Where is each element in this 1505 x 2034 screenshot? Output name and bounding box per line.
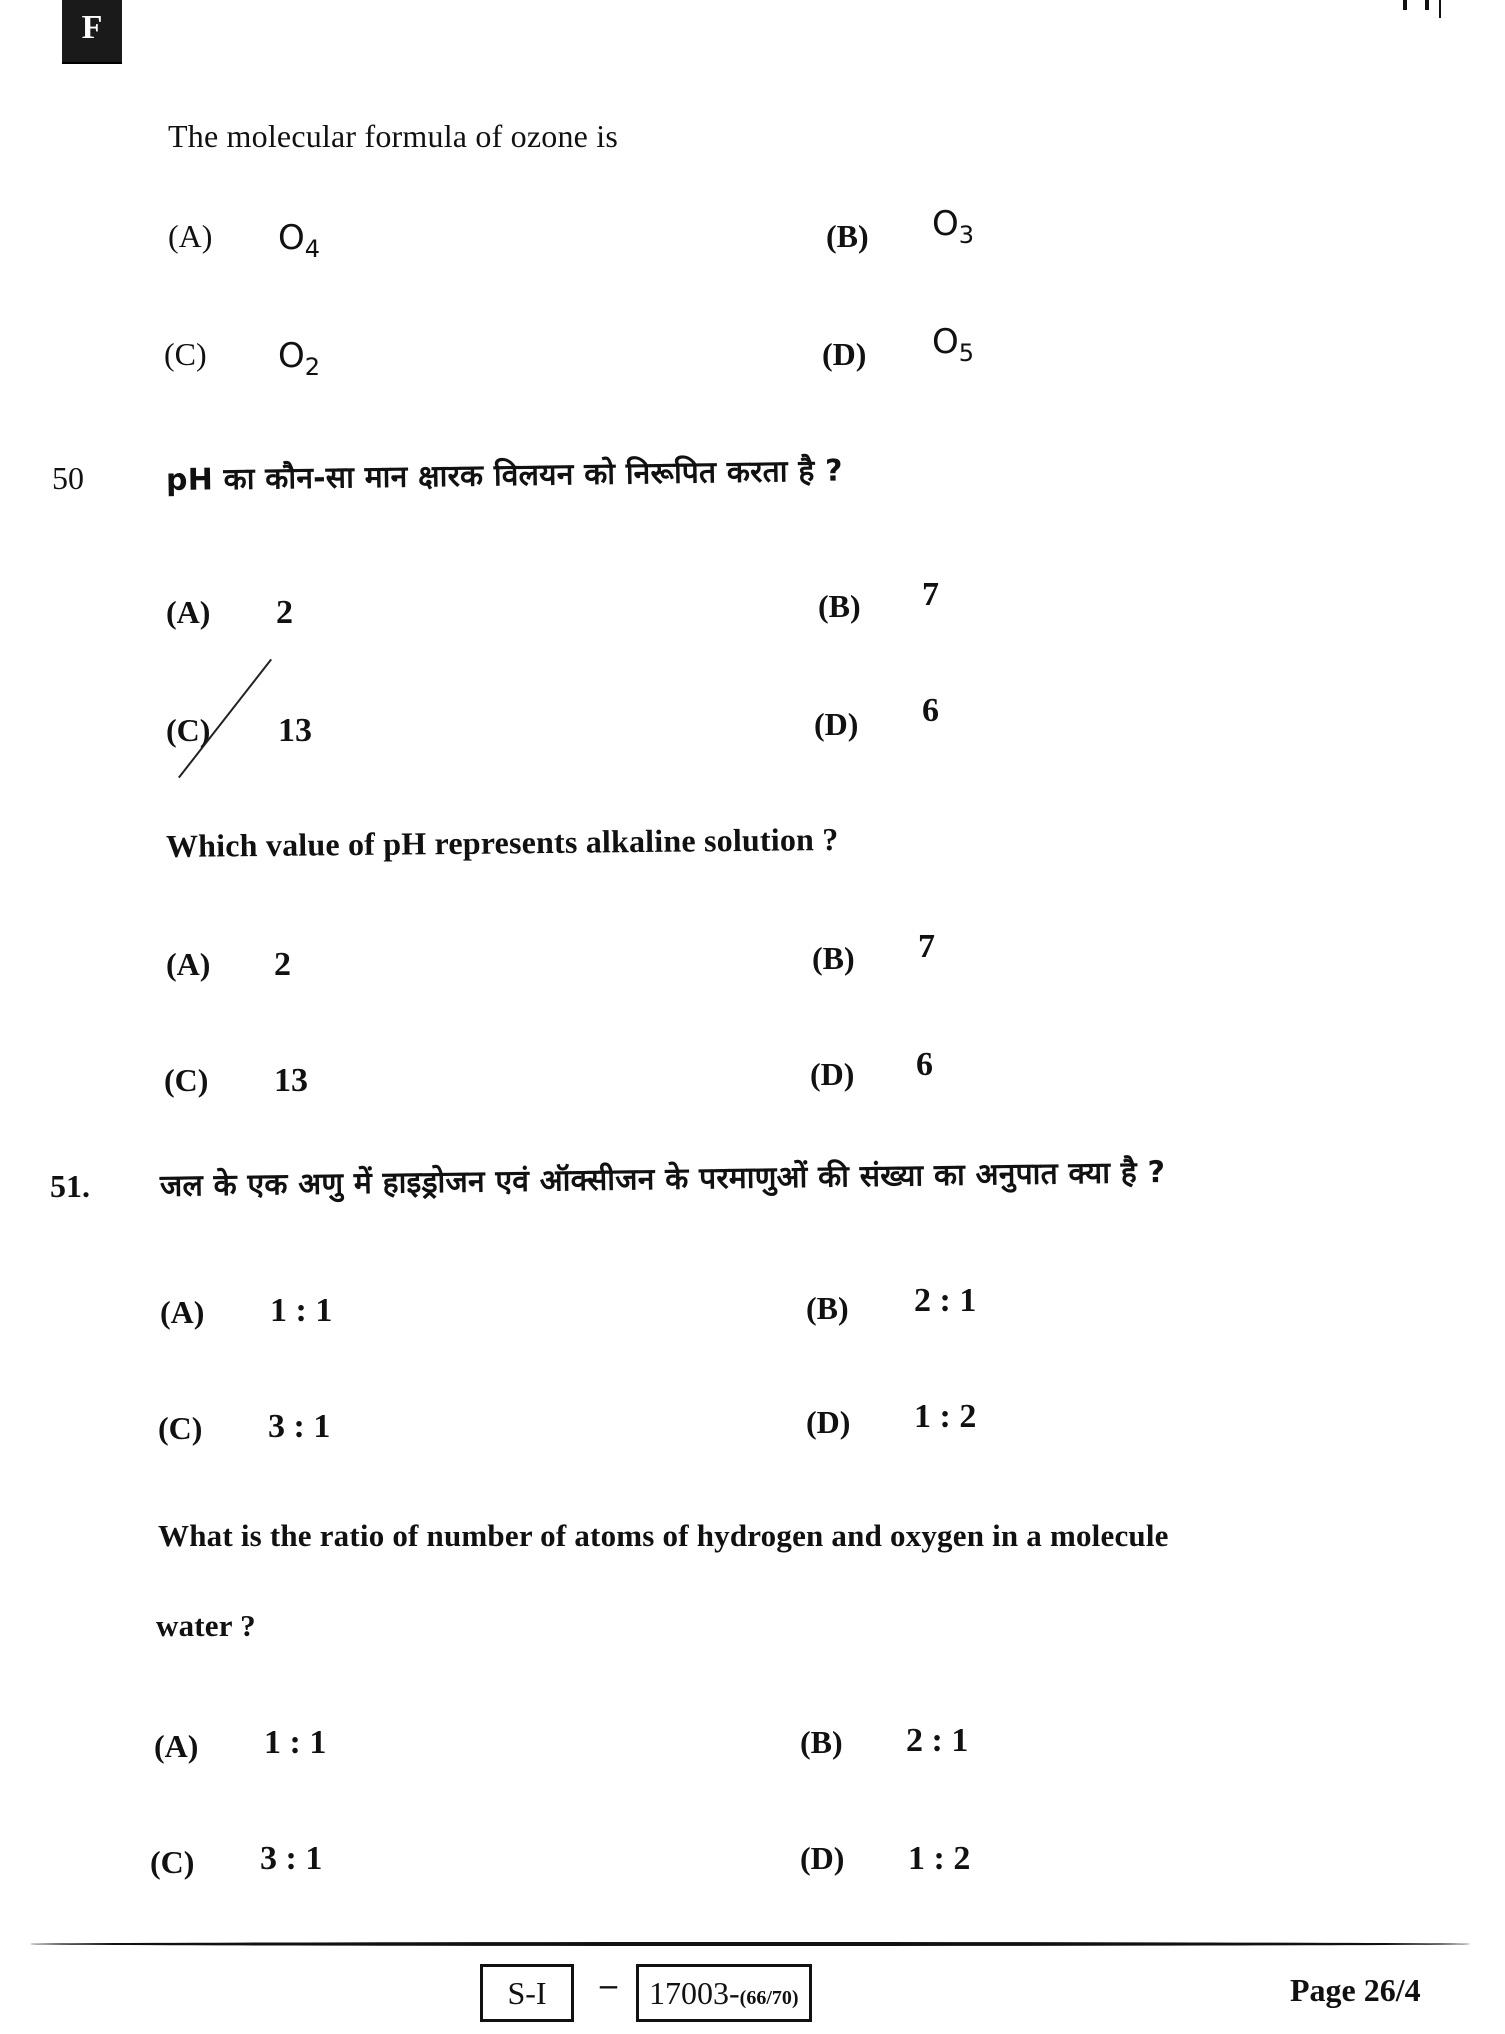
option-label-b: (B) [812, 940, 855, 976]
option-value-a: 1 : 1 [264, 1724, 327, 1761]
option-label-a: (A) [166, 594, 211, 630]
option-label-a: (A) [154, 1728, 199, 1764]
question-number-50: 50 [52, 460, 84, 496]
option-value-d: 1 : 2 [914, 1398, 977, 1435]
page-number: Page 26/4 [1290, 1972, 1421, 2008]
option-label-c-marked: (C) [166, 712, 211, 748]
option-label-b: (B) [800, 1724, 843, 1760]
option-value-c: 3 : 1 [260, 1840, 323, 1877]
option-label-d: (D) [806, 1404, 851, 1440]
option-value-a: 2 [276, 594, 293, 631]
question-50-english: Which value of pH represents alkaline solution ? [165, 820, 839, 864]
option-value-b: 7 [922, 576, 939, 613]
option-value-c: 3 : 1 [268, 1408, 331, 1445]
question-51-english-line2: water ? [156, 1608, 256, 1643]
option-label-d: (D) [810, 1056, 855, 1092]
option-value-b: 2 : 1 [914, 1282, 977, 1319]
option-value-b: 7 [918, 928, 935, 965]
option-value-a: 2 [274, 946, 291, 983]
option-label-d: (D) [814, 706, 859, 742]
footer-separator: – [600, 1966, 617, 2003]
option-value-b: $O_3$ [932, 204, 975, 249]
option-label-c: (C) [164, 1062, 209, 1098]
option-label-d: (D) [800, 1840, 845, 1876]
option-label-b: (B) [818, 588, 861, 624]
option-label-a: (A) [166, 946, 211, 982]
option-value-d: 6 [922, 692, 939, 729]
option-label-a: (A) [160, 1294, 205, 1330]
option-value-a: $O_4$ [278, 218, 321, 263]
option-value-c: $O_2$ [278, 336, 321, 381]
option-label-c: (C) [158, 1410, 203, 1446]
option-value-c: 13 [278, 712, 312, 749]
option-label-c: (C) [164, 336, 207, 372]
question-50-hindi: pH का कौन-सा मान क्षारक विलयन को निरूपित करता है ? [165, 453, 843, 498]
question-number-51: 51. [50, 1168, 90, 1204]
option-value-d: 1 : 2 [908, 1840, 971, 1877]
paper-code-box: 17003-(66/70) [636, 1964, 812, 2022]
option-value-d: 6 [916, 1046, 933, 1083]
option-value-b: 2 : 1 [906, 1722, 969, 1759]
question-51-english-line1: What is the ratio of number of atoms of hydrogen and oxygen in a molecule [158, 1518, 1169, 1553]
corner-mark [1395, 0, 1445, 20]
option-value-c: 13 [274, 1062, 308, 1099]
option-label-c: (C) [150, 1844, 195, 1880]
option-value-a: 1 : 1 [270, 1292, 333, 1329]
series-code-box: S-I [480, 1964, 574, 2022]
option-value-d: $O_5$ [932, 322, 975, 367]
question-51-hindi: जल के एक अणु में हाइड्रोजन एवं ऑक्सीजन के परमाणुओं की संख्या का अनुपात क्या है ? [159, 1154, 1166, 1204]
option-label-d: (D) [822, 336, 867, 372]
question-ozone-english: The molecular formula of ozone is [168, 118, 618, 154]
footer-divider [30, 1942, 1470, 1946]
option-label-b: (B) [826, 218, 869, 254]
option-label-b: (B) [806, 1290, 849, 1326]
option-label-a: (A) [168, 218, 213, 254]
set-code-badge: F [62, 0, 122, 64]
